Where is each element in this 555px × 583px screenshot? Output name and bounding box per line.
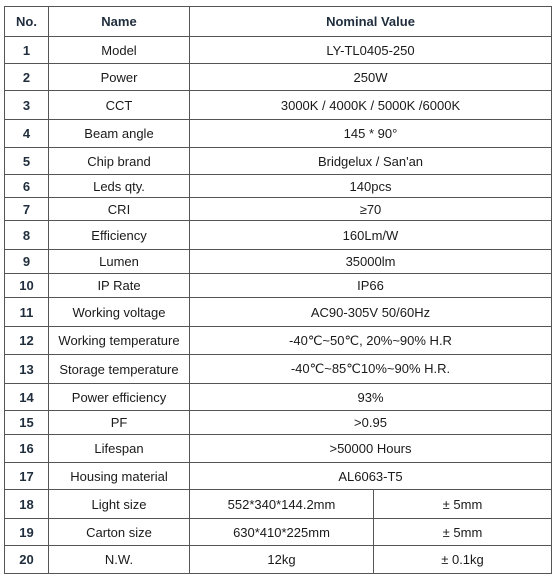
row-value: 552*340*144.2mm — [190, 490, 374, 519]
table-row — [5, 463, 552, 490]
row-value: -40℃~85℃10%~90% H.R. — [190, 355, 552, 384]
row-value: -40℃~50℃, 20%~90% H.R — [190, 327, 552, 355]
row-value: 12kg — [190, 546, 374, 574]
row-name: Housing material — [49, 463, 190, 490]
row-number: 8 — [5, 221, 49, 250]
row-tolerance: ± 5mm — [374, 519, 552, 546]
row-value: Bridgelux / San'an — [190, 148, 552, 175]
row-value: IP66 — [190, 274, 552, 298]
spec-table — [4, 6, 552, 574]
row-number: 20 — [5, 546, 49, 574]
row-name: CRI — [49, 198, 190, 221]
row-name: Power efficiency — [49, 384, 190, 411]
row-number: 9 — [5, 250, 49, 274]
row-value: >0.95 — [190, 411, 552, 435]
row-number: 7 — [5, 198, 49, 221]
row-value: 140pcs — [190, 175, 552, 198]
row-name: IP Rate — [49, 274, 190, 298]
table-body — [5, 37, 552, 574]
row-value: ≥70 — [190, 198, 552, 221]
row-value: 160Lm/W — [190, 221, 552, 250]
row-number: 12 — [5, 327, 49, 355]
row-value: LY-TL0405-250 — [190, 37, 552, 64]
row-name: Carton size — [49, 519, 190, 546]
table-row — [5, 384, 552, 411]
row-name: Lumen — [49, 250, 190, 274]
header-row — [5, 7, 552, 37]
table-row — [5, 64, 552, 91]
row-value: 630*410*225mm — [190, 519, 374, 546]
row-name: Working voltage — [49, 298, 190, 327]
header-nominal-value: Nominal Value — [190, 7, 552, 37]
row-tolerance: ± 5mm — [374, 490, 552, 519]
table-row — [5, 175, 552, 198]
row-value: 3000K / 4000K / 5000K /6000K — [190, 91, 552, 120]
row-value: >50000 Hours — [190, 435, 552, 463]
table-row — [5, 298, 552, 327]
table-row — [5, 435, 552, 463]
table-row — [5, 250, 552, 274]
row-number: 11 — [5, 298, 49, 327]
row-number: 4 — [5, 120, 49, 148]
row-number: 14 — [5, 384, 49, 411]
row-name: Lifespan — [49, 435, 190, 463]
table-row — [5, 198, 552, 221]
row-name: Leds qty. — [49, 175, 190, 198]
row-name: Beam angle — [49, 120, 190, 148]
row-name: Model — [49, 37, 190, 64]
row-number: 1 — [5, 37, 49, 64]
row-name: Working temperature — [49, 327, 190, 355]
header-no: No. — [5, 7, 49, 37]
header-name: Name — [49, 7, 190, 37]
row-name: Efficiency — [49, 221, 190, 250]
row-name: N.W. — [49, 546, 190, 574]
row-name: CCT — [49, 91, 190, 120]
table-row — [5, 274, 552, 298]
row-number: 15 — [5, 411, 49, 435]
row-number: 6 — [5, 175, 49, 198]
row-value: AC90-305V 50/60Hz — [190, 298, 552, 327]
row-name: PF — [49, 411, 190, 435]
row-name: Light size — [49, 490, 190, 519]
table-row — [5, 490, 552, 519]
row-name: Chip brand — [49, 148, 190, 175]
row-number: 17 — [5, 463, 49, 490]
row-name: Storage temperature — [49, 355, 190, 384]
table-row — [5, 519, 552, 546]
row-number: 13 — [5, 355, 49, 384]
row-number: 19 — [5, 519, 49, 546]
table-row — [5, 546, 552, 574]
row-value: AL6063-T5 — [190, 463, 552, 490]
table-row — [5, 37, 552, 64]
table-row — [5, 355, 552, 384]
table-row — [5, 411, 552, 435]
row-value: 35000lm — [190, 250, 552, 274]
row-number: 2 — [5, 64, 49, 91]
row-number: 10 — [5, 274, 49, 298]
row-number: 18 — [5, 490, 49, 519]
row-value: 250W — [190, 64, 552, 91]
row-number: 16 — [5, 435, 49, 463]
row-value: 93% — [190, 384, 552, 411]
table-row — [5, 221, 552, 250]
row-tolerance: ± 0.1kg — [374, 546, 552, 574]
table-row — [5, 91, 552, 120]
row-number: 3 — [5, 91, 49, 120]
row-number: 5 — [5, 148, 49, 175]
table-row — [5, 120, 552, 148]
row-value: 145 * 90° — [190, 120, 552, 148]
table-row — [5, 327, 552, 355]
table-row — [5, 148, 552, 175]
row-name: Power — [49, 64, 190, 91]
